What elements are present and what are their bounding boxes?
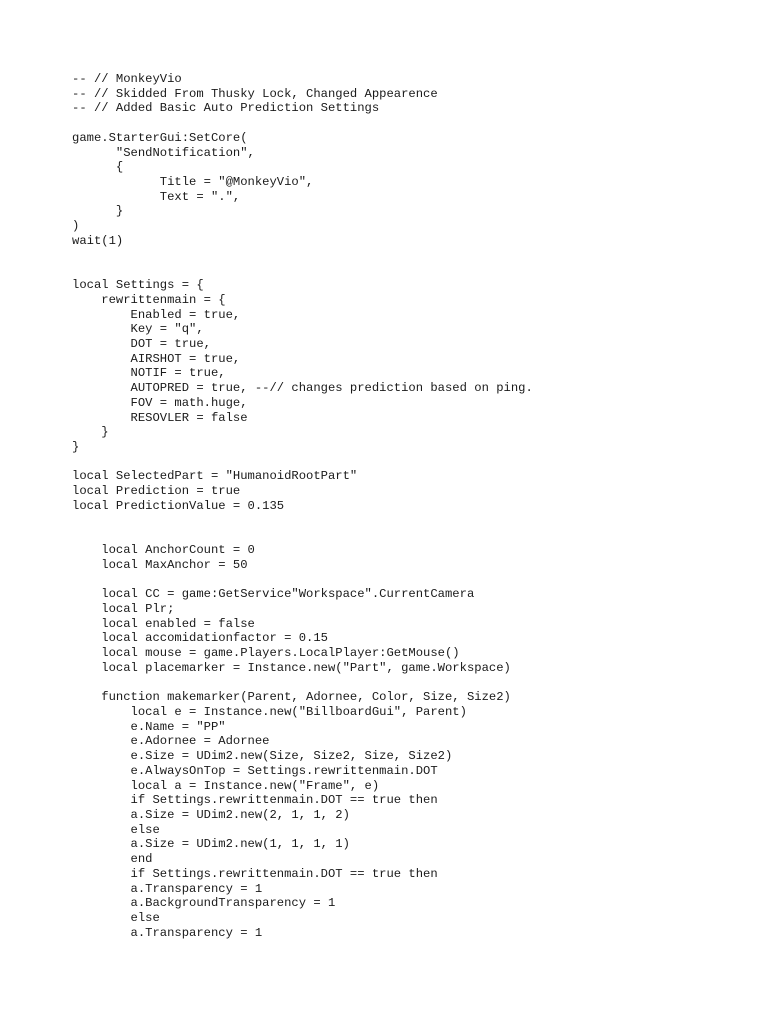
code-line: game.StarterGui:SetCore(: [72, 130, 248, 145]
code-line: local placemarker = Instance.new("Part", game.Workspace): [72, 660, 511, 675]
code-line: [72, 675, 533, 690]
code-line: Title = "@MonkeyVio",: [72, 175, 314, 190]
code-line: -- // Skidded From Thusky Lock, Changed Appearence: [72, 86, 438, 101]
code-line: RESOVLER = false: [72, 410, 248, 425]
code-line: e.Adornee = Adornee: [72, 734, 270, 749]
code-line: local e = Instance.new("BillboardGui", Parent): [72, 704, 467, 719]
code-line: [72, 116, 533, 131]
code-line: ): [72, 219, 80, 234]
code-line: local enabled = false: [72, 616, 255, 631]
code-line: [72, 514, 533, 529]
code-line: local CC = game:GetService"Workspace".CurrentCamera: [72, 587, 475, 602]
code-line: AIRSHOT = true,: [72, 351, 241, 366]
code-line: -- // MonkeyVio: [72, 72, 182, 86]
code-line: {: [72, 160, 124, 175]
code-line: Text = ".",: [72, 189, 241, 204]
code-line: e.Size = UDim2.new(Size, Size2, Size, Size2): [72, 749, 453, 764]
code-line: Key = "q",: [72, 322, 204, 337]
code-line: NOTIF = true,: [72, 366, 226, 381]
code-line: local a = Instance.new("Frame", e): [72, 778, 380, 793]
code-line: local mouse = game.Players.LocalPlayer:GetMouse(): [72, 646, 460, 661]
code-line: }: [72, 204, 124, 219]
code-listing: [72, 72, 533, 940]
code-line: }: [72, 439, 80, 454]
code-line: a.Size = UDim2.new(2, 1, 1, 2): [72, 807, 350, 822]
code-line: [72, 263, 533, 278]
code-line: local PredictionValue = 0.135: [72, 498, 285, 513]
code-line: a.BackgroundTransparency = 1: [72, 896, 336, 911]
code-line: [72, 572, 533, 587]
code-line: a.Transparency = 1: [72, 925, 263, 940]
code-line: [72, 455, 533, 470]
code-line: local SelectedPart = "HumanoidRootPart": [72, 469, 358, 484]
code-line: if Settings.rewrittenmain.DOT == true then: [72, 866, 438, 881]
code-line: local Settings = {: [72, 278, 204, 293]
code-line: "SendNotification",: [72, 145, 255, 160]
code-line: a.Transparency = 1: [72, 881, 263, 896]
code-line: [72, 249, 533, 264]
code-line: end: [72, 852, 153, 867]
code-line: else: [72, 910, 160, 925]
code-line: else: [72, 822, 160, 837]
code-line: if Settings.rewrittenmain.DOT == true then: [72, 793, 438, 808]
code-line: }: [72, 425, 109, 440]
code-line: rewrittenmain = {: [72, 292, 226, 307]
code-line: AUTOPRED = true, --// changes prediction based on ping.: [72, 381, 533, 396]
code-line: wait(1): [72, 233, 124, 248]
code-line: -- // Added Basic Auto Prediction Settings: [72, 101, 380, 116]
code-line: DOT = true,: [72, 336, 211, 351]
code-line: e.AlwaysOnTop = Settings.rewrittenmain.DOT: [72, 763, 438, 778]
code-line: local Plr;: [72, 601, 175, 616]
code-line: local MaxAnchor = 50: [72, 557, 248, 572]
code-line: local Prediction = true: [72, 484, 241, 499]
code-line: function makemarker(Parent, Adornee, Color, Size, Size2): [72, 690, 511, 705]
code-line: local AnchorCount = 0: [72, 543, 255, 557]
code-line: Enabled = true,: [72, 307, 241, 322]
code-line: e.Name = "PP": [72, 719, 226, 734]
code-line: a.Size = UDim2.new(1, 1, 1, 1): [72, 837, 350, 852]
code-line: local accomidationfactor = 0.15: [72, 631, 328, 646]
code-line: [72, 528, 533, 543]
code-line: FOV = math.huge,: [72, 395, 248, 410]
